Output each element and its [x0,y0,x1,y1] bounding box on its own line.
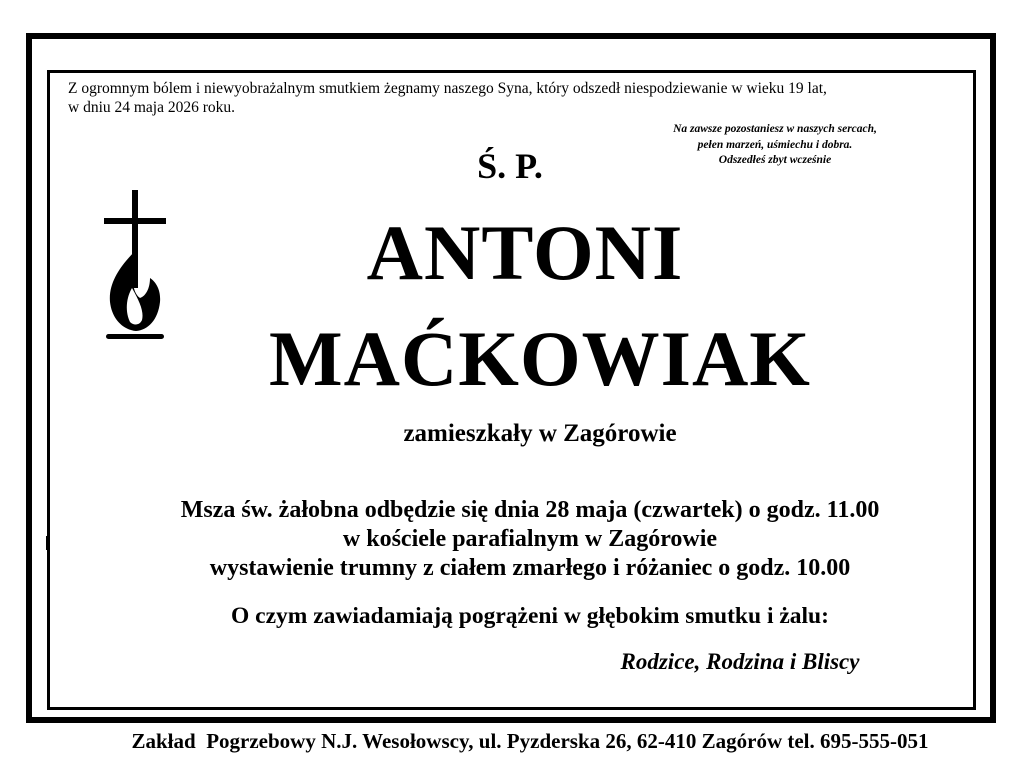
last-name: MAĆKOWIAK [269,315,811,402]
funeral-line-2: w kościele parafialnym w Zagórowie [342,526,718,552]
signature: Rodzice, Rodzina i Bliscy [620,649,860,674]
funeral-details [100,496,960,583]
intro-line-2: w dniu 24 maja 2026 roku. [68,99,236,116]
prefix-sp: Ś. P. [477,146,543,186]
poem-line-3: Odszedłeś zbyt wcześnie [718,154,832,166]
announcement: O czym zawiadamiają pogrążeni w głębokim smutku i żalu: [231,603,829,629]
poem-line-2: pełen marzeń, uśmiechu i dobra. [697,138,853,151]
funeral-home-footer: Zakład Pogrzebowy N.J. Wesołowscy, ul. Pyzderska 26, 62-410 Zagórów tel. 695-555-051 [131,729,929,753]
funeral-line-1: Msza św. żałobna odbędzie się dnia 28 maja (czwartek) o godz. 11.00 [180,497,880,523]
residence: zamieszkały w Zagórowie [403,420,677,447]
edge-mark [46,536,50,550]
funeral-line-3: wystawienie trumny z ciałem zmarłego i różaniec o godz. 10.00 [209,555,851,581]
poem-line-1: Na zawsze pozostaniesz w naszych sercach, [673,123,877,135]
first-name: ANTONI [366,209,684,296]
poem [630,122,920,169]
intro-line-1: Z ogromnym bólem i niewyobrażalnym smutkiem żegnamy naszego Syna, który odszedł niespodziewanie w wieku 19 lat, [68,80,827,97]
intro-text [68,79,958,117]
